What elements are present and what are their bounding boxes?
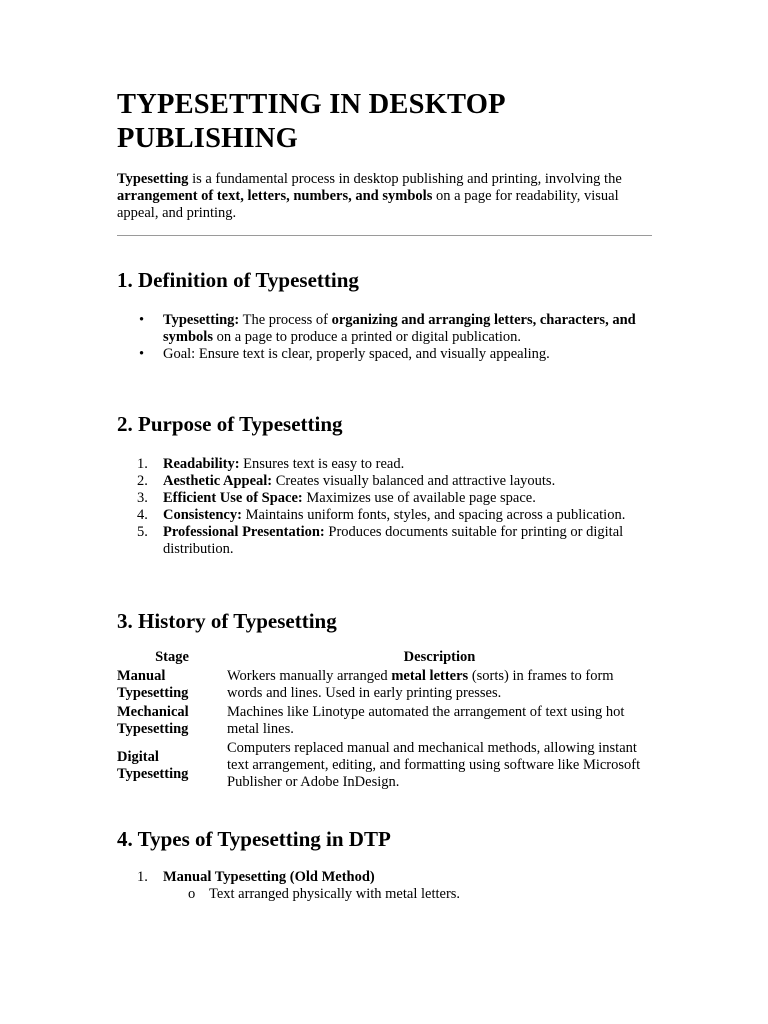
bullet-icon: • xyxy=(139,312,145,328)
purpose-list xyxy=(117,456,652,558)
section-heading-definition: 1. Definition of Typesetting xyxy=(117,268,359,292)
list-item-text-end: on a page to produce a printed or digital publication. xyxy=(212,329,522,345)
stage-cell: Mechanical Typesetting xyxy=(117,704,189,737)
list-item-text: Creates visually balanced and attractive layouts. xyxy=(272,473,556,489)
definition-list xyxy=(117,312,652,363)
intro-text: is a fundamental process in desktop publishing and printing, involving the xyxy=(188,171,622,187)
list-item xyxy=(117,312,652,346)
list-item-label: Professional Presentation: xyxy=(163,524,325,540)
list-number: 2. xyxy=(137,473,148,489)
circle-bullet-icon: o xyxy=(188,886,196,902)
list-item xyxy=(117,456,652,473)
list-number: 4. xyxy=(137,507,148,523)
intro-text-end: on a page for readability, visual appeal, and printing. xyxy=(117,188,619,221)
list-item-label: Consistency: xyxy=(163,507,242,523)
intro-term: Typesetting xyxy=(117,171,189,187)
document-page xyxy=(117,88,652,903)
section-heading-history: 3. History of Typesetting xyxy=(117,609,337,633)
stage-cell: Manual Typesetting xyxy=(117,668,189,701)
table-row xyxy=(117,667,652,703)
column-header-stage: Stage xyxy=(155,649,189,665)
history-table xyxy=(117,649,652,792)
list-item-text: The process of xyxy=(239,312,332,328)
column-header-description: Description xyxy=(403,649,476,665)
description-cell xyxy=(227,667,652,703)
table-header-row xyxy=(117,649,652,667)
description-cell: Computers replaced manual and mechanical methods, allowing instant text arrangement, editing, and formatting using software like Microsoft Publisher or Adobe InDesign. xyxy=(227,740,641,790)
list-item-text: Goal: Ensure text is clear, properly spaced, and visually appealing. xyxy=(163,346,550,362)
sub-list-item-text: Text arranged physically with metal letters. xyxy=(209,886,461,902)
list-item-label: Aesthetic Appeal: xyxy=(163,473,273,489)
list-item xyxy=(117,346,652,363)
table-row xyxy=(117,739,652,792)
list-item-label: Efficient Use of Space: xyxy=(163,490,303,506)
list-item xyxy=(117,490,652,507)
stage-cell: Digital Typesetting xyxy=(117,748,189,782)
description-text: Workers manually arranged xyxy=(227,668,392,684)
sub-list xyxy=(163,886,652,903)
list-number: 5. xyxy=(137,524,148,540)
list-item-text: Maintains uniform fonts, styles, and spacing across a publication. xyxy=(241,507,626,523)
table-row xyxy=(117,703,652,739)
sub-list-item xyxy=(163,886,652,903)
description-cell: Machines like Linotype automated the arrangement of text using hot metal lines. xyxy=(227,704,625,737)
list-item-text: Maximizes use of available page space. xyxy=(302,490,536,506)
list-number: 1. xyxy=(137,456,148,472)
list-item-text: Ensures text is easy to read. xyxy=(239,456,405,472)
list-number: 1. xyxy=(137,869,148,885)
list-number: 3. xyxy=(137,490,148,506)
list-item xyxy=(117,869,652,903)
list-item xyxy=(117,524,652,558)
bullet-icon: • xyxy=(139,346,145,362)
list-item xyxy=(117,473,652,490)
list-item-label: Typesetting: xyxy=(163,312,240,328)
document-title: TYPESETTING IN DESKTOP PUBLISHING xyxy=(117,89,505,154)
intro-emphasis: arrangement of text, letters, numbers, and symbols xyxy=(117,188,433,204)
description-emphasis: metal letters xyxy=(391,668,469,684)
types-list xyxy=(117,869,652,903)
list-item-label: Readability: xyxy=(163,456,240,472)
horizontal-rule xyxy=(117,235,652,236)
description-text-end: (sorts) in frames to form words and lines. Used in early printing presses. xyxy=(227,668,614,701)
list-item xyxy=(117,507,652,524)
list-item-text: Produces documents suitable for printing or digital distribution. xyxy=(163,524,624,557)
section-heading-types: 4. Types of Typesetting in DTP xyxy=(117,827,391,851)
list-item-label: Manual Typesetting (Old Method) xyxy=(163,869,375,885)
list-item-emphasis: organizing and arranging letters, characters, and symbols xyxy=(163,312,636,345)
intro-paragraph xyxy=(117,171,652,222)
section-heading-purpose: 2. Purpose of Typesetting xyxy=(117,412,343,436)
